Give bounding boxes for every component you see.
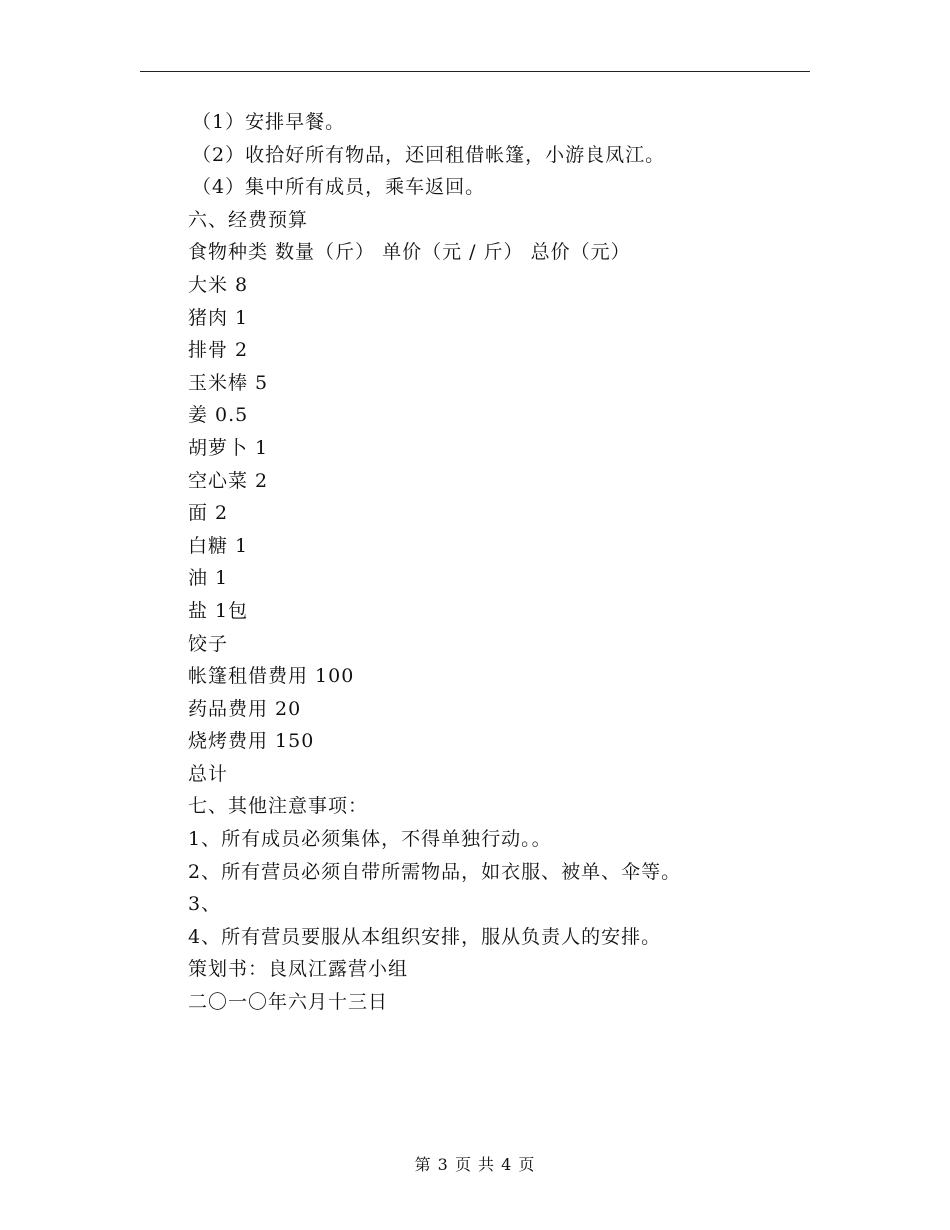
page-footer: 第 3 页 共 4 页: [414, 1155, 536, 1174]
note-item: 1、所有成员必须集体，不得单独行动。。: [188, 828, 552, 851]
budget-row: 面 2: [188, 502, 229, 525]
budget-row: 大米 8: [188, 273, 249, 296]
budget-row: 烧烤费用 150: [188, 730, 315, 753]
note-item: 3、: [188, 893, 222, 916]
budget-row: 药品费用 20: [188, 697, 302, 720]
budget-table-header: 食物种类 数量（斤） 单价（元 / 斤） 总价（元）: [188, 241, 631, 264]
budget-row: 猪肉 1: [188, 306, 249, 329]
budget-row: 盐 1包: [188, 599, 249, 622]
budget-row: 空心菜 2: [188, 469, 269, 492]
document-body: [188, 106, 808, 1019]
budget-heading: 六、经费预算: [188, 208, 309, 231]
schedule-item: （4）集中所有成员，乘车返回。: [192, 176, 486, 199]
note-item: 2、所有营员必须自带所需物品，如衣服、被单、伞等。: [188, 860, 682, 883]
budget-row: 饺子: [188, 632, 229, 655]
schedule-item: （1）安排早餐。: [192, 111, 346, 133]
notes-heading: 七、其他注意事项：: [188, 795, 369, 818]
budget-row: 玉米棒 5: [188, 371, 269, 394]
budget-row: 排骨 2: [188, 339, 249, 362]
note-item: 4、所有营员要服从本组织安排，服从负责人的安排。: [188, 925, 662, 948]
budget-row: 帐篷租借费用 100: [188, 665, 355, 688]
signature: 策划书：良凤江露营小组: [188, 958, 409, 981]
budget-row: 姜 0.5: [188, 404, 249, 427]
budget-row: 白糖 1: [188, 534, 249, 557]
schedule-item: （2）收拾好所有物品，还回租借帐篷，小游良凤江。: [192, 143, 666, 166]
budget-row: 胡萝卜 1: [188, 436, 269, 459]
document-date: 二〇一〇年六月十三日: [188, 991, 389, 1014]
budget-row-total: 总计: [188, 762, 229, 785]
header-rule: [140, 71, 810, 72]
budget-row: 油 1: [188, 567, 229, 590]
